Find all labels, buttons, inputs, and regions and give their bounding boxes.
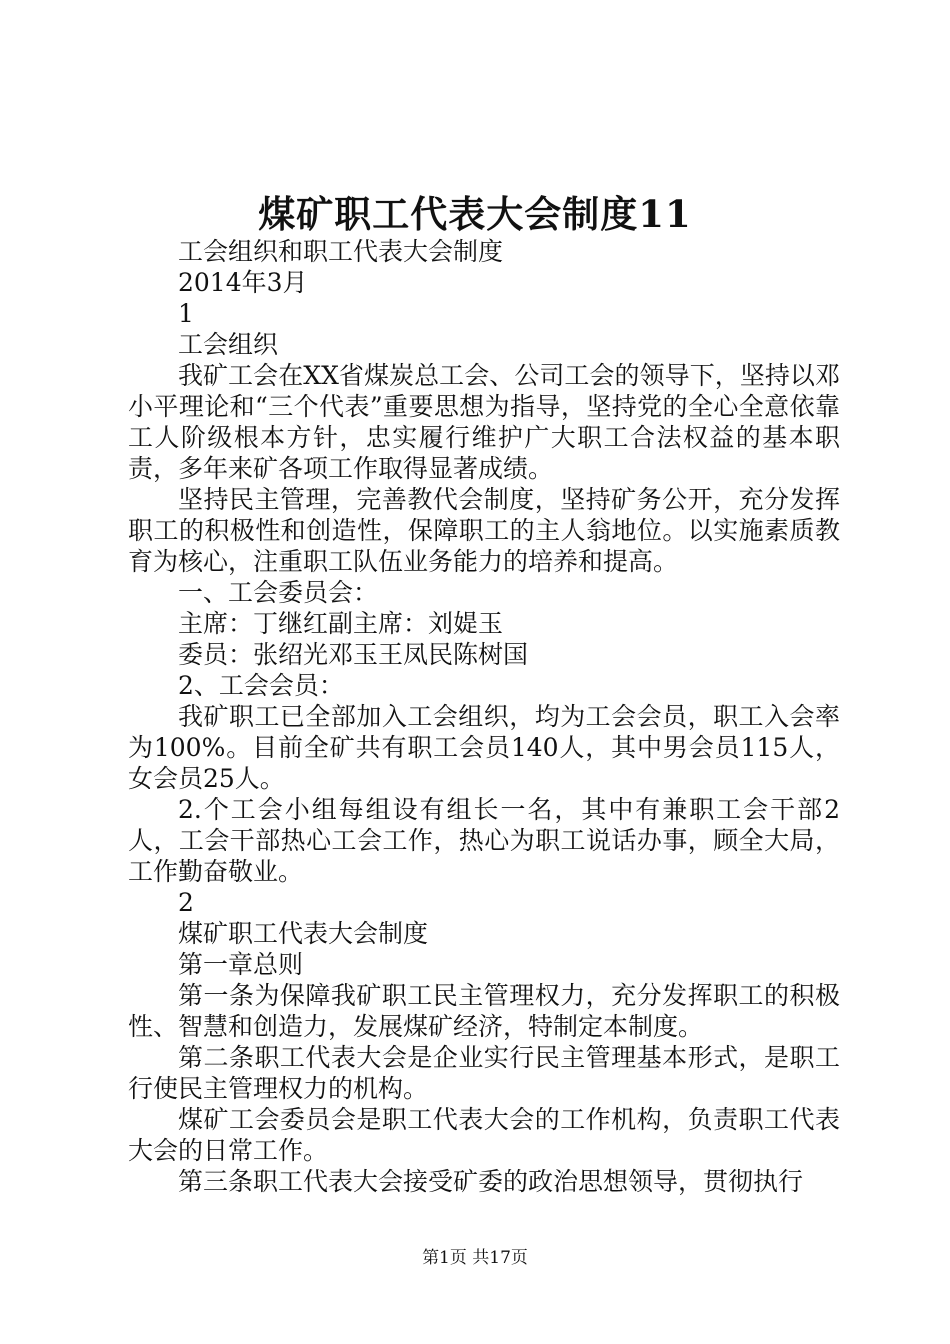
paragraph: 2 (178, 888, 194, 917)
document-title: 煤矿职工代表大会制度11 (258, 192, 692, 236)
paragraph: 第三条职工代表大会接受矿委的政治思想领导，贯彻执行 (178, 1167, 804, 1196)
document-body (128, 236, 840, 1197)
paragraph: 煤矿工会委员会是职工代表大会的工作机构，负责职工代表大会的日常工作。 (128, 1105, 840, 1165)
paragraph: 2、工会会员： (178, 671, 344, 700)
paragraph: 我矿职工已全部加入工会组织，均为工会会员，职工入会率为100%。目前全矿共有职工会员140人，其中男会员115人，女会员25人。 (128, 702, 840, 793)
paragraph: 坚持民主管理，完善教代会制度，坚持矿务公开，充分发挥职工的积极性和创造性，保障职工的主人翁地位。以实施素质教育为核心，注重职工队伍业务能力的培养和提高。 (128, 485, 840, 576)
page-footer: 第1页 共17页 (422, 1248, 528, 1268)
paragraph: 一、工会委员会： (178, 578, 379, 607)
paragraph: 工会组织 (178, 330, 279, 359)
paragraph: 1 (178, 299, 194, 328)
paragraph: 第一条为保障我矿职工民主管理权力，充分发挥职工的积极性、智慧和创造力，发展煤矿经济，特制定本制度。 (128, 981, 840, 1041)
paragraph: 2014年3月 (178, 268, 308, 297)
paragraph: 煤矿职工代表大会制度 (178, 919, 429, 948)
paragraph: 2.个工会小组每组设有组长一名，其中有兼职工会干部2人，工会干部热心工会工作，热心为职工说话办事，顾全大局，工作勤奋敬业。 (128, 795, 840, 886)
paragraph: 第二条职工代表大会是企业实行民主管理基本形式，是职工行使民主管理权力的机构。 (128, 1043, 840, 1103)
paragraph: 工会组织和职工代表大会制度 (178, 237, 504, 266)
paragraph: 我矿工会在XX省煤炭总工会、公司工会的领导下，坚持以邓小平理论和“三个代表”重要思想为指导，坚持党的全心全意依靠工人阶级根本方针，忠实履行维护广大职工合法权益的基本职责，多年来矿各项工作取得显著成绩。 (128, 361, 840, 483)
paragraph: 主席：丁继红副主席：刘媞玉 (178, 609, 504, 638)
paragraph: 委员：张绍光邓玉王凤民陈树国 (178, 640, 529, 669)
paragraph: 第一章总则 (178, 950, 304, 979)
